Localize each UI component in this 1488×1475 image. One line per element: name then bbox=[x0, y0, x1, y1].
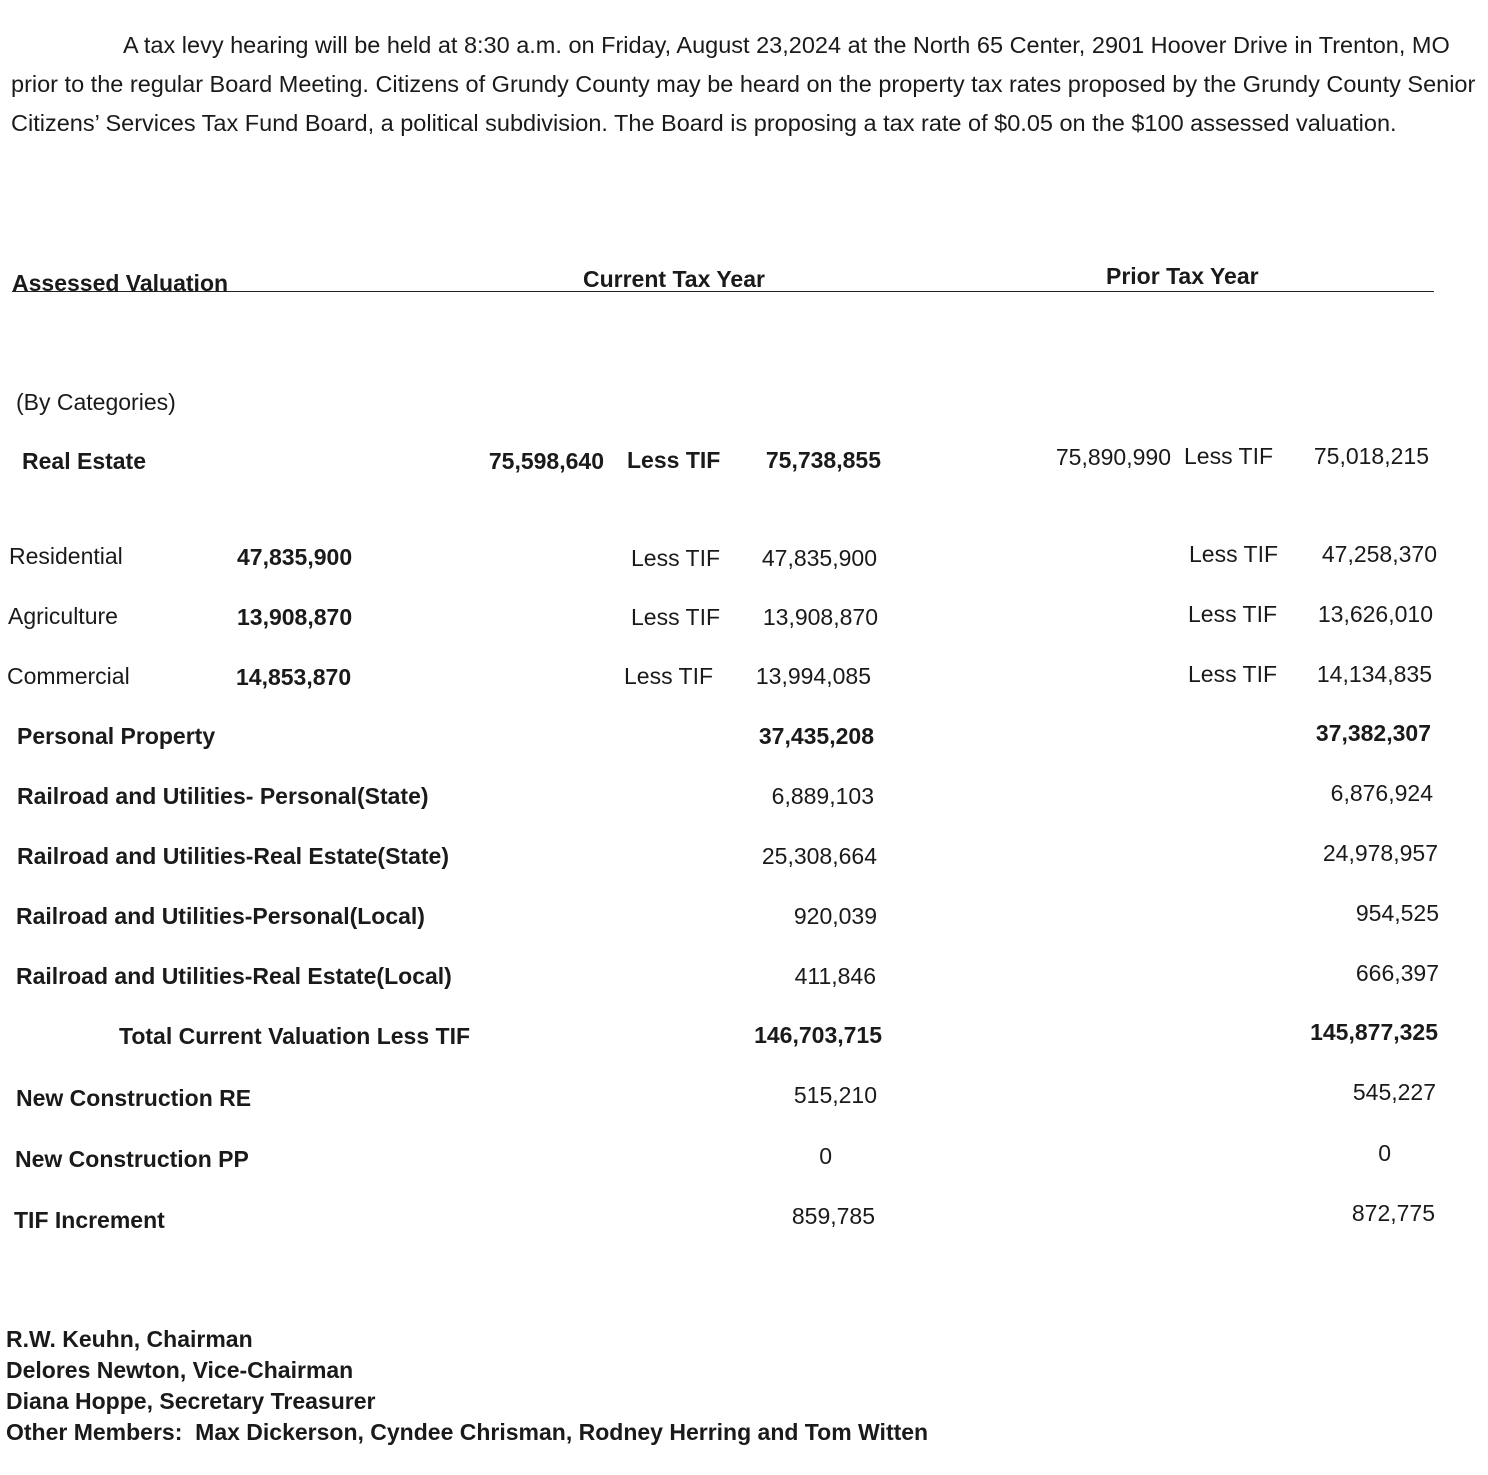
residential-current-less-tif: Less TIF bbox=[631, 545, 721, 571]
railroad-personal-local-current: 920,039 bbox=[793, 903, 877, 929]
header-underline bbox=[12, 291, 1434, 292]
notice-paragraph bbox=[11, 26, 1477, 143]
real-estate-current-net: 75,738,855 bbox=[765, 447, 881, 473]
agriculture-prior-less-tif: Less TIF bbox=[1188, 601, 1278, 627]
new-construction-re-prior: 545,227 bbox=[1352, 1079, 1436, 1105]
new-construction-pp-prior: 0 bbox=[1378, 1140, 1391, 1166]
signature-secretary-treasurer: Diana Hoppe, Secretary Treasurer bbox=[6, 1388, 376, 1414]
residential-value: 47,835,900 bbox=[237, 544, 353, 570]
header-current-tax-year: Current Tax Year bbox=[583, 266, 765, 292]
agriculture-current-less-tif: Less TIF bbox=[631, 604, 721, 630]
total-valuation-label: Total Current Valuation Less TIF bbox=[119, 1023, 471, 1049]
railroad-personal-local-prior: 954,525 bbox=[1355, 900, 1439, 926]
railroad-real-estate-state-prior: 24,978,957 bbox=[1322, 840, 1438, 866]
tif-increment-current: 859,785 bbox=[791, 1203, 875, 1229]
real-estate-label: Real Estate bbox=[22, 448, 147, 474]
railroad-personal-state-current: 6,889,103 bbox=[771, 783, 874, 809]
by-categories-label: (By Categories) bbox=[16, 389, 176, 415]
new-construction-pp-label: New Construction PP bbox=[15, 1146, 249, 1172]
total-valuation-prior: 145,877,325 bbox=[1310, 1019, 1438, 1045]
personal-property-current: 37,435,208 bbox=[758, 723, 874, 749]
railroad-real-estate-state-current: 25,308,664 bbox=[761, 843, 877, 869]
real-estate-prior-gross: 75,890,990 bbox=[1055, 444, 1171, 470]
signature-chairman: R.W. Keuhn, Chairman bbox=[6, 1326, 253, 1352]
residential-current: 47,835,900 bbox=[761, 545, 877, 571]
railroad-real-estate-local-label: Railroad and Utilities-Real Estate(Local) bbox=[16, 963, 452, 989]
railroad-personal-state-prior: 6,876,924 bbox=[1330, 780, 1433, 806]
header-assessed-valuation: Assessed Valuation bbox=[12, 270, 229, 296]
real-estate-prior-net: 75,018,215 bbox=[1313, 443, 1429, 469]
header-prior-tax-year: Prior Tax Year bbox=[1106, 263, 1259, 289]
tif-increment-prior: 872,775 bbox=[1351, 1200, 1435, 1226]
commercial-current-less-tif: Less TIF bbox=[624, 663, 714, 689]
residential-label: Residential bbox=[9, 543, 123, 569]
new-construction-re-label: New Construction RE bbox=[16, 1085, 252, 1111]
commercial-value: 14,853,870 bbox=[236, 664, 352, 690]
railroad-personal-state-label: Railroad and Utilities- Personal(State) bbox=[17, 783, 429, 809]
railroad-real-estate-local-prior: 666,397 bbox=[1355, 960, 1439, 986]
residential-prior: 47,258,370 bbox=[1321, 541, 1437, 567]
residential-prior-less-tif: Less TIF bbox=[1189, 541, 1279, 567]
personal-property-prior: 37,382,307 bbox=[1315, 720, 1431, 746]
agriculture-prior: 13,626,010 bbox=[1317, 601, 1433, 627]
commercial-prior-less-tif: Less TIF bbox=[1188, 661, 1278, 687]
railroad-personal-local-label: Railroad and Utilities-Personal(Local) bbox=[16, 903, 425, 929]
commercial-current: 13,994,085 bbox=[755, 663, 871, 689]
agriculture-value: 13,908,870 bbox=[237, 604, 353, 630]
real-estate-prior-less-tif: Less TIF bbox=[1184, 443, 1274, 469]
real-estate-current-less-tif: Less TIF bbox=[627, 447, 721, 473]
signature-vice-chairman: Delores Newton, Vice-Chairman bbox=[6, 1357, 354, 1383]
personal-property-label: Personal Property bbox=[17, 723, 216, 749]
real-estate-current-gross: 75,598,640 bbox=[488, 448, 604, 474]
tif-increment-label: TIF Increment bbox=[14, 1207, 165, 1233]
railroad-real-estate-state-label: Railroad and Utilities-Real Estate(State) bbox=[17, 843, 449, 869]
agriculture-label: Agriculture bbox=[8, 603, 118, 629]
signature-other-members: Other Members: Max Dickerson, Cyndee Chrisman, Rodney Herring and Tom Witten bbox=[6, 1419, 929, 1445]
notice-text: A tax levy hearing will be held at 8:30 a.m. on Friday, August 23,2024 at the North 65 Center, 2901 Hoover Drive in Trenton, MO prior to the regular Board Meeting. Citizens of Grundy County may be heard on the property tax rates proposed by the Grundy County Senior Citizens’ Services Tax Fund Board, a political subdivision. The Board is proposing a tax rate of $0.05 on the $100 assessed valuation. bbox=[11, 32, 1476, 136]
agriculture-current: 13,908,870 bbox=[762, 604, 878, 630]
commercial-prior: 14,134,835 bbox=[1316, 661, 1432, 687]
total-valuation-current: 146,703,715 bbox=[754, 1022, 882, 1048]
new-construction-re-current: 515,210 bbox=[793, 1082, 877, 1108]
railroad-real-estate-local-current: 411,846 bbox=[794, 963, 876, 989]
commercial-label: Commercial bbox=[7, 663, 130, 689]
new-construction-pp-current: 0 bbox=[819, 1143, 832, 1169]
